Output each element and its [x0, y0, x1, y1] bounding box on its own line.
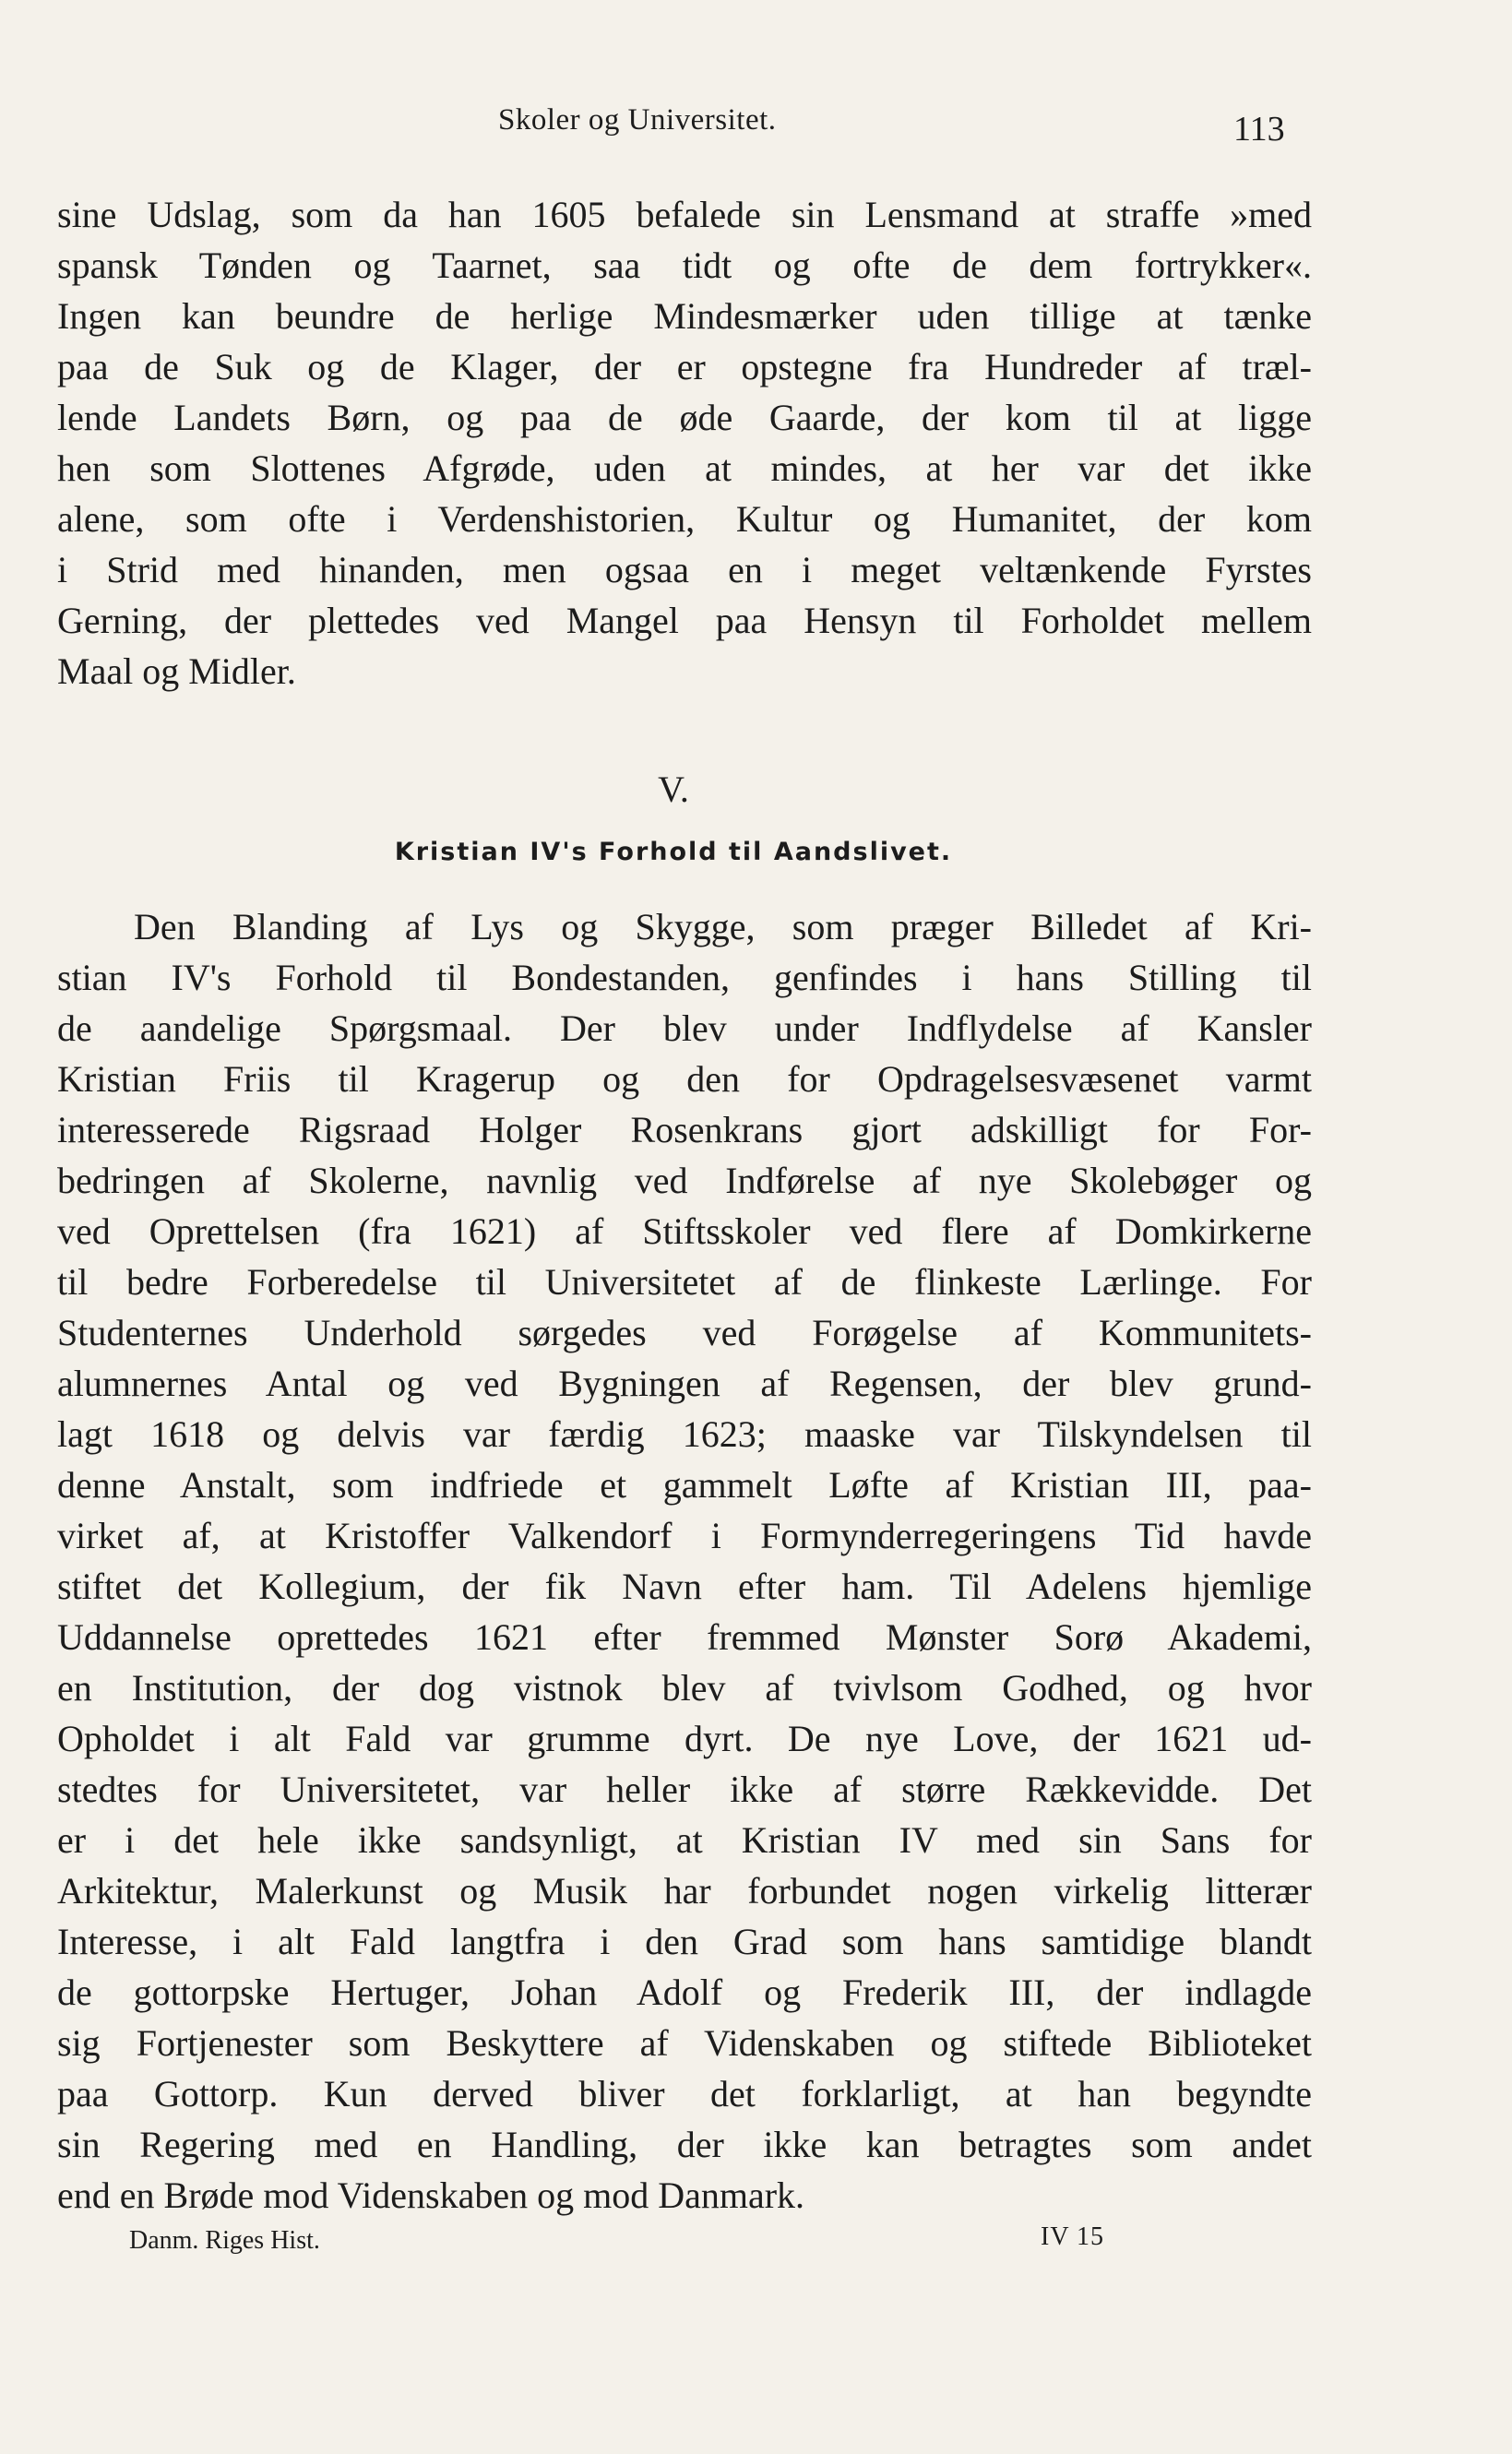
- text-line: Den Blanding af Lys og Skygge, som præger Billedet af Kri-: [134, 906, 1312, 947]
- footer-signature: Danm. Riges Hist.: [129, 2226, 320, 2255]
- text-line: Uddannelse oprettedes 1621 efter fremmed Mønster Sorø Akademi,: [57, 1616, 1312, 1658]
- text-line: paa de Suk og de Klager, der er opstegne fra Hundreder af træl-: [57, 346, 1312, 387]
- text-line: end en Brøde mod Videnskaben og mod Danmark.: [57, 2174, 805, 2216]
- text-line: i Strid med hinanden, men ogsaa en i meget veltænkende Fyrstes: [57, 549, 1312, 590]
- text-line: alumnernes Antal og ved Bygningen af Regensen, der blev grund-: [57, 1363, 1312, 1404]
- text-line: stian IV's Forhold til Bondestanden, genfindes i hans Stilling til: [57, 957, 1312, 998]
- text-line: spansk Tønden og Taarnet, saa tidt og ofte de dem fortrykker«.: [57, 244, 1312, 286]
- text-line: de aandelige Spørgsmaal. Der blev under Indflydelse af Kansler: [57, 1007, 1312, 1049]
- footer-sheet-mark: IV 15: [1041, 2222, 1105, 2251]
- text-line: paa Gottorp. Kun derved bliver det forklarligt, at han begyndte: [57, 2073, 1312, 2114]
- text-line: de gottorpske Hertuger, Johan Adolf og Frederik III, der indlagde: [57, 1972, 1312, 2013]
- text-line: sig Fortjenester som Beskyttere af Videnskaben og stiftede Biblioteket: [57, 2022, 1312, 2064]
- page-number: 113: [1233, 110, 1285, 149]
- text-line: sin Regering med en Handling, der ikke kan betragtes som andet: [57, 2124, 1312, 2165]
- text-line: stedtes for Universitetet, var heller ikke af større Rækkevidde. Det: [57, 1769, 1312, 1810]
- running-header: [0, 103, 1512, 149]
- running-title: Skoler og Universitet.: [498, 103, 777, 137]
- text-line: bedringen af Skolerne, navnlig ved Indførelse af nye Skolebøger og: [57, 1160, 1312, 1201]
- text-line: Maal og Midler.: [57, 650, 296, 692]
- section-heading: Kristian IV's Forhold til Aandslivet.: [394, 838, 953, 866]
- text-line: en Institution, der dog vistnok blev af tvivlsom Godhed, og hvor: [57, 1667, 1312, 1709]
- text-line: lende Landets Børn, og paa de øde Gaarde, der kom til at ligge: [57, 397, 1312, 438]
- text-line: interesserede Rigsraad Holger Rosenkrans gjort adskilligt for For-: [57, 1109, 1312, 1150]
- text-line: stiftet det Kollegium, der fik Navn efter ham. Til Adelens hjemlige: [57, 1566, 1312, 1607]
- text-line: til bedre Forberedelse til Universitetet af de flinkeste Lærlinge. For: [57, 1261, 1312, 1303]
- text-line: alene, som ofte i Verdenshistorien, Kultur og Humanitet, der kom: [57, 498, 1312, 540]
- text-line: Studenternes Underhold sørgedes ved Forøgelse af Kommunitets-: [57, 1312, 1312, 1353]
- text-line: Ingen kan beundre de herlige Mindesmærker uden tillige at tænke: [57, 295, 1312, 337]
- text-line: er i det hele ikke sandsynligt, at Kristian IV med sin Sans for: [57, 1819, 1312, 1861]
- paragraph-continued: [57, 189, 1312, 697]
- text-line: Gerning, der plettedes ved Mangel paa Hensyn til Forholdet mellem: [57, 600, 1312, 641]
- paragraph: [57, 189, 1312, 697]
- paragraph: [57, 901, 1312, 2221]
- text-line: denne Anstalt, som indfriede et gammelt Løfte af Kristian III, paa-: [57, 1464, 1312, 1506]
- text-line: hen som Slottenes Afgrøde, uden at mindes, at her var det ikke: [57, 447, 1312, 489]
- text-line: virket af, at Kristoffer Valkendorf i Formynderregeringens Tid havde: [57, 1515, 1312, 1556]
- text-line: sine Udslag, som da han 1605 befalede sin Lensmand at straffe »med: [57, 194, 1312, 235]
- text-line: Interesse, i alt Fald langtfra i den Grad som hans samtidige blandt: [57, 1921, 1312, 1962]
- text-line: Opholdet i alt Fald var grumme dyrt. De nye Love, der 1621 ud-: [57, 1718, 1312, 1759]
- text-line: Kristian Friis til Kragerup og den for Opdragelsesvæsenet varmt: [57, 1058, 1312, 1100]
- text-line: Arkitektur, Malerkunst og Musik har forbundet nogen virkelig litterær: [57, 1870, 1312, 1912]
- text-line: lagt 1618 og delvis var færdig 1623; maaske var Tilskyndelsen til: [57, 1413, 1312, 1455]
- section-number: V.: [658, 768, 689, 810]
- text-line: ved Oprettelsen (fra 1621) af Stiftsskoler ved flere af Domkirkerne: [57, 1210, 1312, 1252]
- section-body: [57, 901, 1312, 2221]
